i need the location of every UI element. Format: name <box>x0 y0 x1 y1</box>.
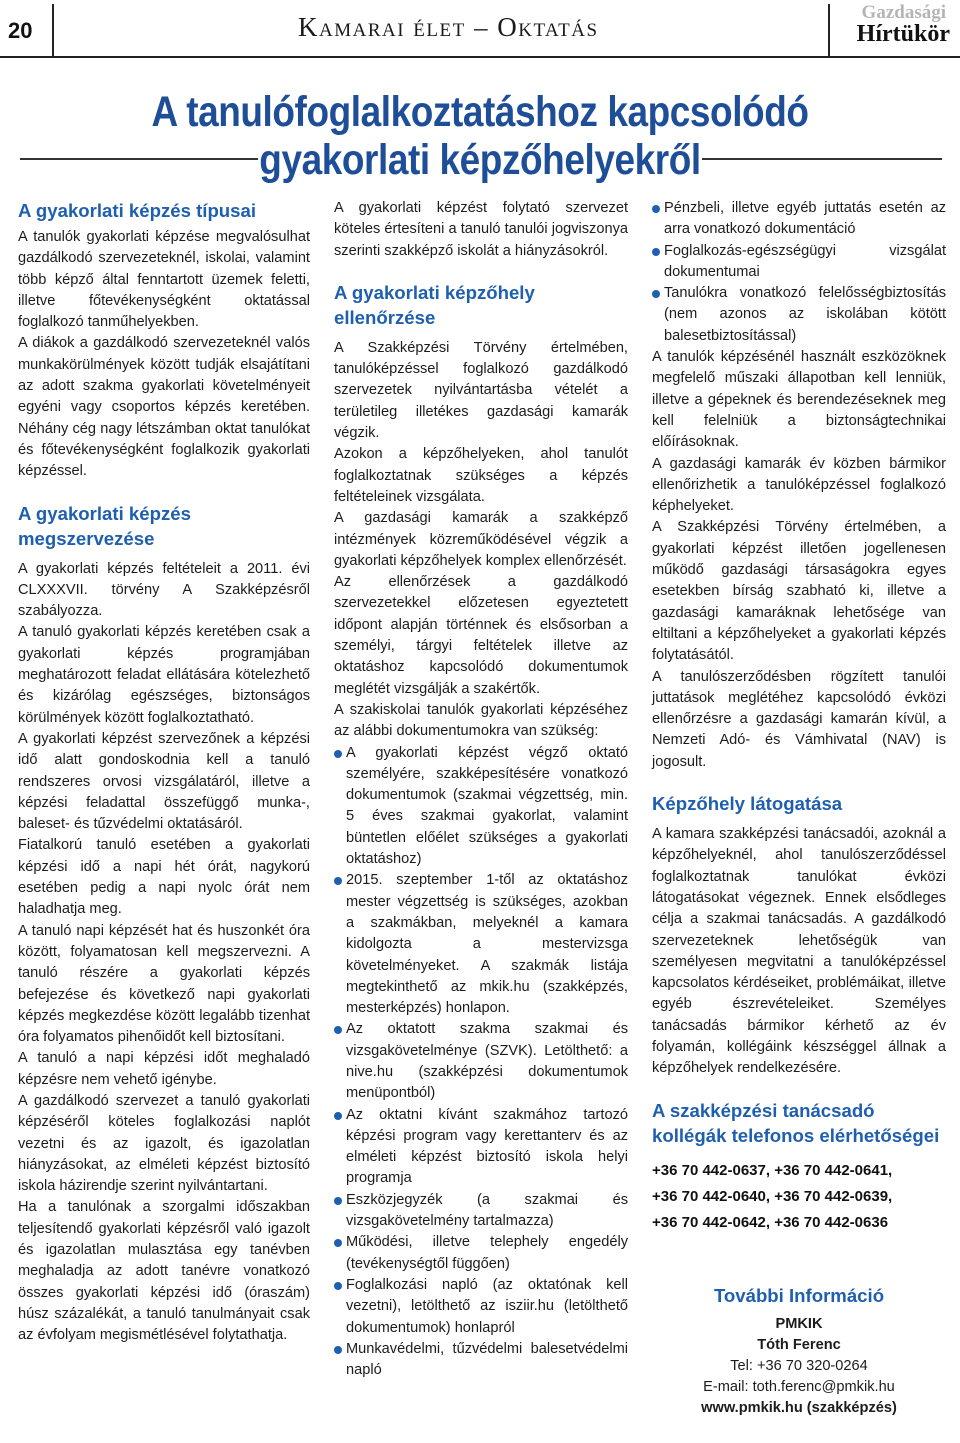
paragraph: Azokon a képzőhelyeken, ahol tanulót foglalkoztatnak szükséges a képzés feltételeinek vizsgálata. <box>334 446 628 505</box>
phone-line: +36 70 442-0642, +36 70 442-0636 <box>652 1213 889 1231</box>
paragraph: Fiatalkorú tanuló esetében a gyakorlati képzési idő a napi hét órát, nagykorú esetében pedig a napi nyolc órát nem haladhatja meg. <box>18 837 310 918</box>
contact-block <box>652 1314 946 1419</box>
paragraph: A Szakképzési Törvény értelmében, a gyakorlati képzést illetően jogellenesen működő gazdasági társaságokra egyes esetekben bírság szabható ki, illetve a gazdasági kamaráknak lehetősége van eltiltani a képzőhelyeket a gyakorlati képzés folytatásától. <box>652 519 946 664</box>
heading-advisor-phones: A szakképzési tanácsadó kollégák telefonos elérhetőségei <box>652 1099 940 1146</box>
header-divider-right <box>828 4 830 56</box>
phone-list <box>652 1158 946 1236</box>
article-title-line2: gyakorlati képzőhelyekről <box>259 136 701 184</box>
article-title-line1: A tanulófoglalkoztatáshoz kapcsolódó <box>151 88 809 136</box>
phone-line: +36 70 442-0640, +36 70 442-0639, <box>652 1187 893 1205</box>
list-item: Az oktatni kívánt szakmához tartozó képzési program vagy kerettanterv és az elméleti képzést biztosító iskola helyi programja <box>334 1105 628 1190</box>
paragraph: A tanulók képzésénél használt eszközöknek megfelelő műszaki állapotban kell lenniük, illetve a gépeknek és berendezéseknek meg kell felelniük a biztonságtechnikai előírásoknak. <box>652 349 946 451</box>
contact-phone: Tel: +36 70 320-0264 <box>730 1357 868 1374</box>
paragraph: A tanulók gyakorlati képzése megvalósulhat gazdálkodó szervezeteknél, iskolai, valamint több képző által fenntartott üzemek feletti, illetve főtevékenységként oktatással foglalkozó tanműhelyekben. <box>18 229 310 331</box>
list-item: Tanulókra vonatkozó felelősségbiztosítás (nem azonos az iskolában kötött balesetbiztosítással) <box>652 283 946 347</box>
paragraph: Az ellenőrzések a gazdálkodó szervezetekkel előzetesen egyeztetett időpont alapján történnek és elsősorban a személyi, tárgyi feltételek illetve az oktatáshoz kapcsolódó dokumentumok meglétét vizsgálják a szakértők. <box>334 574 628 697</box>
contact-heading: További Információ <box>713 1284 885 1306</box>
list-item: Eszközjegyzék (a szakmai és vizsgakövetelmény tartalmazza) <box>334 1190 628 1233</box>
header-divider-left <box>52 4 54 56</box>
paragraph: A gazdasági kamarák év közben bármikor ellenőrizhetik a tanulóképzéssel foglalkozó képhelyeket. <box>652 455 946 515</box>
contact-email: E-mail: toth.ferenc@pmkik.hu <box>703 1378 895 1395</box>
list-item: Működési, illetve telephely engedély (tevékenységtől függően) <box>334 1232 628 1275</box>
paragraph: A szakiskolai tanulók gyakorlati képzéséhez az alábbi dokumentumokra van szükség: <box>334 701 628 740</box>
column-3 <box>652 198 946 1419</box>
column-1 <box>18 198 310 1347</box>
page-header <box>0 0 960 58</box>
heading-training-organization: A gyakorlati képzés megszervezése <box>18 502 191 549</box>
heading-training-types: A gyakorlati képzés típusai <box>18 200 257 221</box>
paragraph: A gyakorlati képzés feltételeit a 2011. évi CLXXXVII. törvény A Szakképzésről szabályozza. <box>18 560 310 620</box>
document-list-continued <box>652 198 946 347</box>
paragraph: A tanuló napi képzését hat és huszonkét óra között, folyamatosan kell megszervezni. A tanuló részére a gyakorlati képzés befejezése és következő napi gyakorlati képzés megkezdése között legalább tizenhat óra folyamatos pihenőidőt kell biztosítani. <box>18 922 310 1046</box>
paragraph: Ha a tanulónak a szorgalmi időszakban teljesítendő gyakorlati képzésről való igazolt és igazolatlan mulasztása egy tanévben meghaladja az adott tanévre vonatkozó összes gyakorlati képzési idő (óraszám) húsz százalékát, a tanuló tanulmányait csak az évfolyam megismétlésével folytathatja. <box>18 1199 310 1344</box>
list-item: Munkavédelmi, tűzvédelmi balesetvédelmi napló <box>334 1339 628 1382</box>
brand-name-top: Gazdasági <box>861 2 946 23</box>
list-item: Pénzbeli, illetve egyéb juttatás esetén az arra vonatkozó dokumentáció <box>652 198 946 241</box>
paragraph: A gyakorlati képzést folytató szervezet köteles értesíteni a tanuló tanulói jogviszonya szerinti szakképző iskolát a hiányzásokról. <box>334 200 628 259</box>
paragraph: A kamara szakképzési tanácsadói, azoknál a képzőhelyeknél, ahol tanulószerződéssel foglalkoztatnak tanulókat évközi látogatásokat végeznek. Ennek elsődleges célja a szakmai tanácsadás. A gazdálkodó szervezeteknek lehetőségük van személyesen megvitatni a tanulóképzéssel kapcsolatos kérdéseiket, problémáikat, illetve egyéb észrevételeiket. Személyes tanácsadás bármikor kérhető az év folyamán, kollégáink készséggel állnak a képzőhelyek rendelkezésére. <box>652 826 946 1077</box>
title-rule-right <box>702 158 942 160</box>
paragraph: A gyakorlati képzést szervezőnek a képzési idő alatt gondoskodnia kell a tanuló rendszeres orvosi vizsgálatáról, illetve a képzési feladattal összefüggő munka-, baleset- és tűzvédelmi oktatásáról. <box>18 730 310 833</box>
paragraph: A gazdasági kamarák a szakképző intézmények közreműködésével végzik a gyakorlati képzőhelyek komplex ellenőrzését. <box>334 510 628 569</box>
list-item: Foglalkozás-egészségügyi vizsgálat dokumentumai <box>652 241 946 284</box>
page-number: 20 <box>8 18 33 43</box>
paragraph: A tanuló a napi képzési időt meghaladó képzésre nem vehető igénybe. <box>18 1050 310 1088</box>
list-item: Az oktatott szakma szakmai és vizsgakövetelménye (SZVK). Letölthető: a nive.hu (szakképzési dokumentumok menüpontból) <box>334 1019 628 1104</box>
paragraph: A Szakképzési Törvény értelmében, tanulóképzéssel foglalkozó gazdálkodó szervezetek nyilvántartásba vételét a területileg illetékes gazdasági kamarák végzik. <box>334 339 628 442</box>
brand-name-bottom: Hírtükör <box>856 21 950 47</box>
list-item: Foglalkozási napló (az oktatónak kell vezetni), letölthető az isziir.hu (letölthető dokumentumok) honlapról <box>334 1275 628 1339</box>
contact-website: www.pmkik.hu (szakképzés) <box>701 1399 897 1416</box>
list-item: 2015. szeptember 1-től az oktatáshoz mester végzettség is szükséges, azokban a szakmákban, melyeknél a kamara kidolgozta a mestervizsga követelményeket. A szakmák listája megtekinthető az mkik.hu (szakképzés, mesterképzés) honlapon. <box>334 870 628 1019</box>
list-item: A gyakorlati képzést végző oktató személyére, szakképesítésére vonatkozó dokumentumok (szakmai végzettség, min. 5 éves szakmai gyakorlat, valamint büntetlen előélet szükséges a gyakorlati oktatáshoz) <box>334 743 628 871</box>
section-title: Kamarai élet – Oktatás <box>298 12 599 42</box>
column-2 <box>334 198 628 1381</box>
paragraph: A tanuló gyakorlati képzés keretében csak a gyakorlati képzés programjában meghatározott feladat ellátására kötelezhető és kizárólag egészséges, biztonságos körülmények között foglalkoztatható. <box>18 624 310 726</box>
heading-site-visit: Képzőhely látogatása <box>652 793 843 815</box>
heading-site-inspection: A gyakorlati képzőhely ellenőrzése <box>334 281 535 328</box>
paragraph: A tanulószerződésben rögzített tanulói juttatások meglétéhez kapcsolódó évközi ellenőrzésre a gazdasági kamarán kívül, a Nemzeti Adó- és Vámhivatal (NAV) is jogosult. <box>652 668 946 770</box>
document-list <box>334 743 628 1382</box>
contact-name: Tóth Ferenc <box>757 1336 841 1353</box>
paragraph: A gazdálkodó szervezet a tanuló gyakorlati képzéséről köteles foglalkozási naplót vezetni és az igazolt, és igazolatlan hiányzásokat, az elméleti képzést biztosító iskola házirendje szerint nyilvántartani. <box>18 1092 310 1195</box>
paragraph: A diákok a gazdálkodó szervezeteknél valós munkakörülmények között tudják elsajátítani az adott szakma gyakorlati követelményeit egyéni vagy csoportos képzés keretében. Néhány cég nagy létszámban oktat tanulókat és főtevékenységként foglalkozik gyakorlati képzéssel. <box>18 335 310 480</box>
header-rule <box>0 56 960 58</box>
contact-organization: PMKIK <box>775 1315 823 1332</box>
phone-line: +36 70 442-0637, +36 70 442-0641, <box>652 1161 893 1179</box>
